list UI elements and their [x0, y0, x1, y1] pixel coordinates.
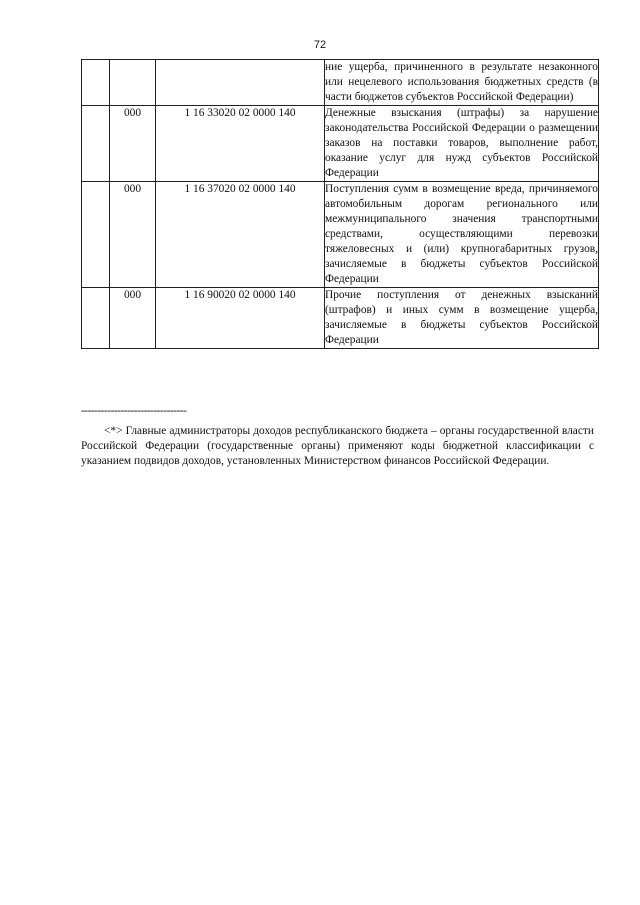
admin-code-cell [110, 60, 156, 106]
footnote-separator: -------------------------------- [81, 405, 187, 417]
classification-code-cell: 1 16 37020 02 0000 140 [156, 182, 325, 288]
revenue-name-cell: ние ущерба, причиненного в результате незаконного или нецелевого использования бюджетных средств (в части бюджетов субъектов Российской Федерации) [325, 60, 599, 106]
table-row [82, 60, 599, 106]
admin-code-cell: 000 [110, 106, 156, 182]
admin-code-cell: 000 [110, 182, 156, 288]
revenue-codes-table [81, 59, 599, 349]
empty-cell [82, 106, 110, 182]
table-row [82, 182, 599, 288]
empty-cell [82, 60, 110, 106]
classification-code-cell: 1 16 90020 02 0000 140 [156, 288, 325, 349]
footnote-text: <*> Главные администраторы доходов республиканского бюджета – органы государственной власти Российской Федерации (государственные органы) применяют коды бюджетной классификации с указанием подвидов доходов, установленных Министерством финансов Российской Федерации. [81, 425, 594, 467]
classification-code-cell: 1 16 33020 02 0000 140 [156, 106, 325, 182]
revenue-name-cell: Денежные взыскания (штрафы) за нарушение законодательства Российской Федерации о размещении заказов на поставки товаров, выполнение работ, оказание услуг для нужд субъектов Российской Федерации [325, 106, 599, 182]
table-row [82, 288, 599, 349]
empty-cell [82, 182, 110, 288]
classification-code-cell [156, 60, 325, 106]
empty-cell [82, 288, 110, 349]
admin-code-cell: 000 [110, 288, 156, 349]
table-row [82, 106, 599, 182]
revenue-name-cell: Поступления сумм в возмещение вреда, причиняемого автомобильным дорогам регионального или межмуниципального значения транспортными средствами, осуществляющими перевозки тяжеловесных и (или) крупногабаритных грузов, зачисляемые в бюджеты субъектов Российской Федерации [325, 182, 599, 288]
revenue-name-cell: Прочие поступления от денежных взысканий (штрафов) и иных сумм в возмещение ущерба, зачисляемые в бюджеты субъектов Российской Федерации [325, 288, 599, 349]
page-number: 72 [313, 39, 327, 51]
